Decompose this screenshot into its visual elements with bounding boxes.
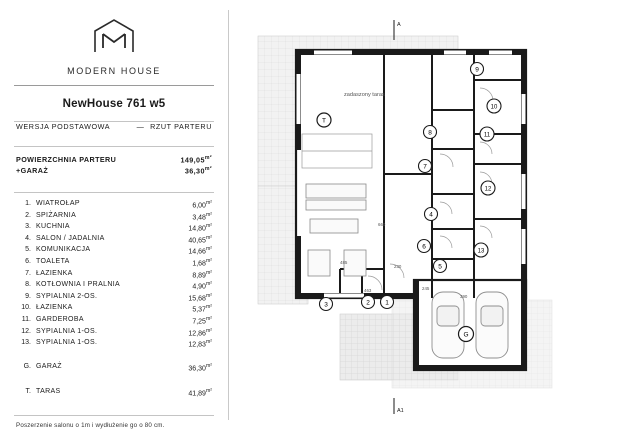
- room-name: ŁAZIENKA: [36, 304, 73, 312]
- room-area: 15,68: [188, 295, 206, 303]
- area-garage-label: +GARAŻ: [16, 166, 49, 176]
- room-name: SALON / JADALNIA: [36, 234, 105, 242]
- room-number: 2.: [25, 211, 31, 219]
- list-item: 8. KOTŁOWNIA I PRALNIA $4,90^{m^2}$: [16, 280, 212, 292]
- room-number: 9.: [25, 292, 31, 300]
- room-name: SYPIALNIA 1-OS.: [36, 339, 98, 347]
- dimension-label: 485: [340, 260, 348, 265]
- plan-marker-T: T: [322, 117, 326, 125]
- plan-marker-11: 11: [483, 132, 491, 139]
- list-item: 12. SYPIALNIA 1-OS. $12,86^{m^2}$: [16, 326, 212, 338]
- room-number: 8.: [25, 281, 31, 289]
- area-summary: [14, 147, 214, 183]
- room-name: KOMUNIKACJA: [36, 246, 91, 254]
- area-floor-value: 149,05: [180, 155, 205, 165]
- list-item: 10. ŁAZIENKA $5,37^{m^2}$: [16, 303, 212, 315]
- room-area: 12,83: [188, 341, 206, 349]
- extra-name: GARAŻ: [36, 363, 62, 371]
- plan-marker-2: 2: [366, 299, 370, 307]
- area-floor-row: POWIERZCHNIA PARTERU $149,05^{m^2}$: [16, 155, 212, 165]
- page-title: NewHouse 761 w5: [62, 98, 166, 110]
- brand-name: MODERN HOUSE: [67, 66, 161, 76]
- list-item: 4. SALON / JADALNIA $40,65^{m^2}$: [16, 234, 212, 246]
- room-area: 3,48: [192, 213, 206, 221]
- list-item: 3. KUCHNIA $14,80^{m^2}$: [16, 222, 212, 234]
- plan-marker-13: 13: [477, 248, 485, 255]
- room-area: 12,86: [188, 329, 206, 337]
- room-area: 8,89: [192, 271, 206, 279]
- floor-plan-drawing: [244, 14, 622, 424]
- extra-number: T.: [25, 387, 31, 395]
- list-item: 2. SPIŻARNIA $3,48^{m^2}$: [16, 210, 212, 222]
- list-item: 5. KOMUNIKACJA $14,66^{m^2}$: [16, 245, 212, 257]
- dimension-label: 463: [364, 288, 372, 293]
- plan-marker-8: 8: [428, 129, 432, 137]
- room-name: KOTŁOWNIA I PRALNIA: [36, 281, 121, 289]
- extra-number: G.: [23, 363, 31, 371]
- room-number: 3.: [25, 223, 31, 231]
- room-name: SYPIALNIA 2-OS.: [36, 292, 98, 300]
- divider-top: [14, 85, 214, 86]
- version-row: [14, 122, 214, 137]
- room-number: 11.: [21, 316, 31, 324]
- list-item: 7. ŁAZIENKA $8,89^{m^2}$: [16, 268, 212, 280]
- area-garage-row: +GARAŻ $36,30^{m^2}$: [16, 166, 212, 176]
- room-area: 14,66: [188, 248, 206, 256]
- list-item: T. TARAS $41,89^{m^2}$: [16, 386, 212, 398]
- house-monogram-icon: [91, 18, 137, 54]
- plan-marker-6: 6: [422, 243, 426, 251]
- room-name: KUCHNIA: [36, 223, 70, 231]
- plan-marker-1: 1: [385, 299, 389, 307]
- view-label: RZUT PARTERU: [150, 122, 212, 131]
- area-garage-value: 36,30: [184, 166, 205, 176]
- room-number: 6.: [25, 257, 31, 265]
- list-item: 13. SYPIALNIA 1-OS. $12,83^{m^2}$: [16, 338, 212, 350]
- room-area: 1,68: [192, 260, 206, 268]
- dimension-label: 660: [378, 222, 386, 227]
- room-number: 1.: [25, 199, 31, 207]
- section-mark-bottom: A1: [397, 408, 404, 414]
- brand-logo: [14, 10, 214, 76]
- version-label: WERSJA PODSTAWOWA: [16, 122, 111, 131]
- room-name: WIATROŁAP: [36, 199, 80, 207]
- room-area: 6,00: [192, 202, 206, 210]
- plan-marker-10: 10: [490, 104, 498, 111]
- info-panel: [14, 10, 214, 430]
- plan-marker-5: 5: [438, 263, 442, 271]
- room-number: 4.: [25, 234, 31, 242]
- room-name: GARDEROBA: [36, 316, 84, 324]
- room-area: 7,25: [192, 318, 206, 326]
- list-item: 11. GARDEROBA $7,25^{m^2}$: [16, 315, 212, 327]
- plan-marker-9: 9: [475, 66, 479, 74]
- room-list: [14, 193, 214, 399]
- list-item: 6. TOALETA $1,68^{m^2}$: [16, 257, 212, 269]
- plan-marker-7: 7: [423, 163, 427, 171]
- room-name: TOALETA: [36, 257, 70, 265]
- extra-name: TARAS: [36, 387, 61, 395]
- extra-area: 41,89: [188, 389, 206, 397]
- floor-plan: [244, 14, 622, 424]
- plan-marker-G: G: [463, 331, 469, 339]
- dimension-label: 230: [394, 264, 402, 269]
- dimension-label: 390: [460, 294, 468, 299]
- room-number: 10.: [21, 304, 31, 312]
- list-item: 9. SYPIALNIA 2-OS. $15,68^{m^2}$: [16, 292, 212, 304]
- dimension-label: 245: [422, 286, 430, 291]
- room-area: 4,90: [192, 283, 206, 291]
- room-name: SPIŻARNIA: [36, 211, 77, 219]
- footnote: Poszerzenie salonu o 1m i wydłużenie go o 80 cm.: [16, 422, 165, 430]
- plan-marker-12: 12: [484, 186, 492, 193]
- area-floor-label: POWIERZCHNIA PARTERU: [16, 155, 117, 164]
- room-number: 5.: [25, 246, 31, 254]
- section-mark-top: A: [397, 22, 401, 28]
- list-item: G. GARAŻ $36,30^{m^2}$: [16, 362, 212, 374]
- room-name: SYPIALNIA 1-OS.: [36, 327, 98, 335]
- terrace-caption: zadaszony taras: [344, 92, 385, 98]
- room-name: ŁAZIENKA: [36, 269, 73, 277]
- room-area: 40,65: [188, 237, 206, 245]
- room-area: 14,80: [188, 225, 206, 233]
- plan-marker-4: 4: [429, 211, 433, 219]
- room-area: 5,37: [192, 306, 206, 314]
- list-item: 1. WIATROŁAP $6,00^{m^2}$: [16, 199, 212, 211]
- plan-marker-3: 3: [324, 301, 328, 309]
- room-number: 12.: [21, 327, 31, 335]
- room-number: 13.: [21, 339, 31, 347]
- panel-divider: [228, 10, 229, 420]
- room-number: 7.: [25, 269, 31, 277]
- version-dash: —: [136, 122, 145, 131]
- extra-area: 36,30: [188, 365, 206, 373]
